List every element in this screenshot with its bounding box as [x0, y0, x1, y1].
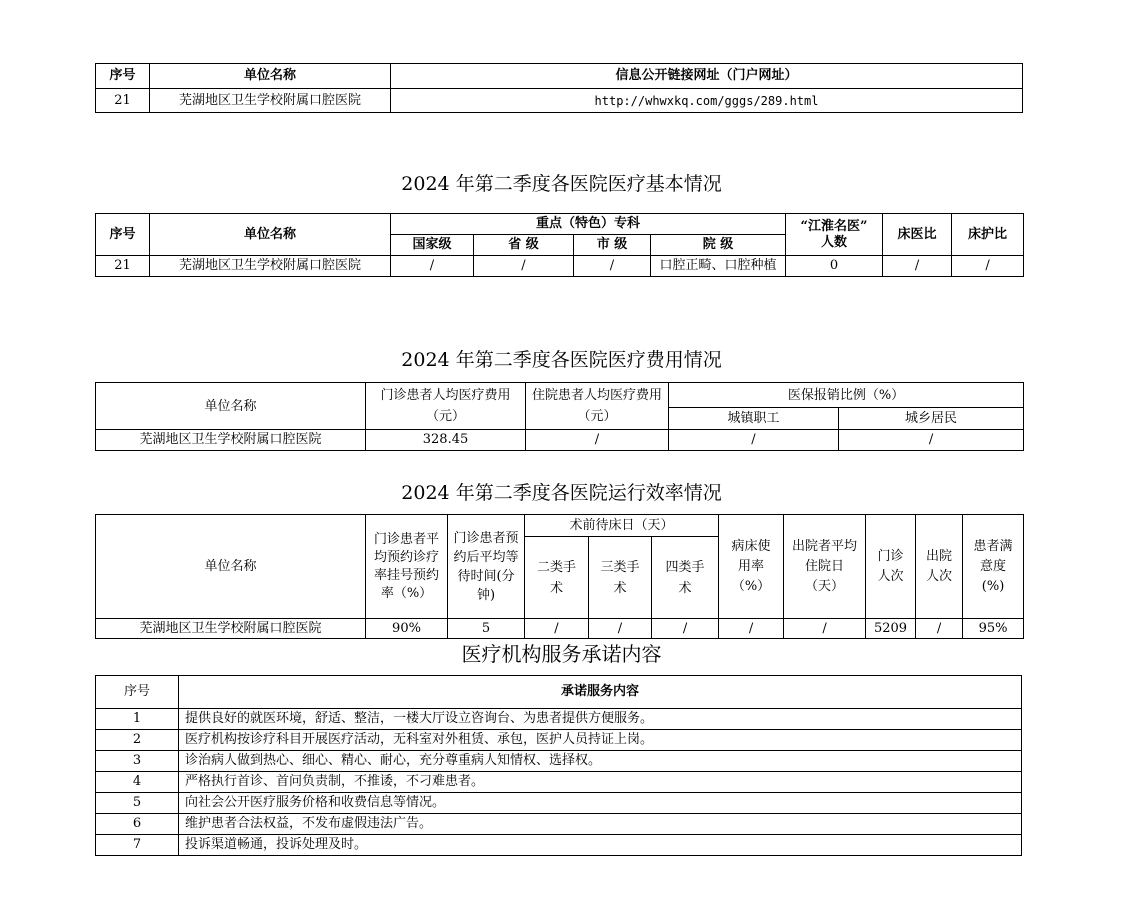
cell-hospital: 口腔正畸、口腔种植	[651, 256, 786, 277]
cell-name: 芜湖地区卫生学校附属口腔医院	[150, 89, 391, 113]
cell-name: 芜湖地区卫生学校附属口腔医院	[96, 430, 366, 451]
header-specialty: 重点（特色）专科	[391, 214, 786, 235]
basic-table	[95, 213, 1024, 277]
cell-class4: /	[652, 619, 719, 639]
cell-name: 芜湖地区卫生学校附属口腔医院	[150, 256, 391, 277]
header-city: 市 级	[574, 235, 651, 256]
cell-no: 3	[96, 751, 179, 772]
cell-text: 诊治病人做到热心、细心、精心、耐心，充分尊重病人知情权、选择权。	[179, 751, 1022, 772]
efficiency-table	[95, 514, 1024, 639]
cell-no: 4	[96, 772, 179, 793]
header-hospital: 院 级	[651, 235, 786, 256]
header-province: 省 级	[474, 235, 574, 256]
cell-outpatient: 328.45	[366, 430, 526, 451]
links-table-block	[95, 63, 1023, 113]
cost-table-block	[95, 382, 1024, 451]
cell-famous: 0	[786, 256, 883, 277]
cell-text: 提供良好的就医环境，舒适、整洁，一楼大厅设立咨询台、为患者提供方便服务。	[179, 709, 1022, 730]
cell-satisfaction: 95%	[963, 619, 1024, 639]
header-rural: 城乡居民	[839, 408, 1024, 430]
cell-wait-time: 5	[448, 619, 525, 639]
cell-province: /	[474, 256, 574, 277]
cell-no: 2	[96, 730, 179, 751]
cell-text: 维护患者合法权益，不发布虚假违法广告。	[179, 814, 1022, 835]
cell-appointment-rate: 90%	[366, 619, 448, 639]
cell-discharges: /	[916, 619, 963, 639]
header-name: 单位名称	[96, 383, 366, 430]
header-outpatient-cost: 门诊患者人均医疗费用（元）	[366, 383, 526, 430]
header-class2-surgery: 二类手术	[525, 537, 589, 619]
header-famous-doctors	[786, 214, 883, 256]
header-no: 序号	[96, 676, 179, 709]
header-urban: 城镇职工	[669, 408, 839, 430]
header-inpatient-cost: 住院患者人均医疗费用（元）	[526, 383, 669, 430]
header-no: 序号	[96, 214, 150, 256]
cell-bed-usage: /	[719, 619, 784, 639]
cell-national: /	[391, 256, 474, 277]
header-no: 序号	[96, 64, 150, 89]
header-bed-usage: 病床使用率（%）	[719, 515, 784, 619]
cell-avg-stay: /	[784, 619, 866, 639]
table-row	[96, 793, 1022, 814]
cell-bed-doctor: /	[883, 256, 952, 277]
basic-title: 2024 年第二季度各医院医疗基本情况	[401, 173, 722, 195]
table-row	[96, 772, 1022, 793]
cell-visits: 5209	[866, 619, 916, 639]
table-row	[96, 835, 1022, 856]
commit-table-block	[95, 675, 1022, 856]
header-name: 单位名称	[96, 515, 366, 619]
cell-text: 严格执行首诊、首问负责制，不推诿，不刁难患者。	[179, 772, 1022, 793]
table-row	[96, 814, 1022, 835]
header-name: 单位名称	[150, 64, 391, 89]
header-outpatient-visits: 门诊人次	[866, 515, 916, 619]
efficiency-table-block	[95, 514, 1024, 639]
header-discharges: 出院人次	[916, 515, 963, 619]
table-row	[96, 709, 1022, 730]
header-avg-stay: 出院者平均住院日（天）	[784, 515, 866, 619]
links-table	[95, 63, 1023, 113]
header-preop-bed-days: 术前待床日（天）	[525, 515, 719, 537]
header-wait-time: 门诊患者预约后平均等待时间(分钟)	[448, 515, 525, 619]
header-url: 信息公开链接网址（门户网址）	[391, 64, 1023, 89]
cost-title: 2024 年第二季度各医院医疗费用情况	[401, 349, 722, 371]
cell-bed-nurse: /	[952, 256, 1024, 277]
cell-no: 21	[96, 256, 150, 277]
cell-no: 5	[96, 793, 179, 814]
basic-table-block	[95, 213, 1024, 277]
cell-text: 投诉渠道畅通，投诉处理及时。	[179, 835, 1022, 856]
cell-no: 21	[96, 89, 150, 113]
cost-table	[95, 382, 1024, 451]
efficiency-title: 2024 年第二季度各医院运行效率情况	[401, 482, 722, 504]
header-name: 单位名称	[150, 214, 391, 256]
cell-name: 芜湖地区卫生学校附属口腔医院	[96, 619, 366, 639]
header-insurance: 医保报销比例（%）	[669, 383, 1024, 408]
header-famous-line1: “江淮名医”	[800, 218, 868, 234]
table-row	[96, 730, 1022, 751]
cell-text: 向社会公开医疗服务价格和收费信息等情况。	[179, 793, 1022, 814]
header-bed-doctor-ratio: 床医比	[883, 214, 952, 256]
header-content: 承诺服务内容	[179, 676, 1022, 709]
cell-no: 6	[96, 814, 179, 835]
cell-no: 7	[96, 835, 179, 856]
header-famous-line2: 人数	[821, 234, 848, 250]
cell-rural: /	[839, 430, 1024, 451]
header-bed-nurse-ratio: 床护比	[952, 214, 1024, 256]
header-class4-surgery: 四类手术	[652, 537, 719, 619]
cell-class2: /	[525, 619, 589, 639]
cell-city: /	[574, 256, 651, 277]
header-satisfaction: 患者满意度(%)	[963, 515, 1024, 619]
header-national: 国家级	[391, 235, 474, 256]
cell-url-link[interactable]: http://whwxkq.com/gggs/289.html	[391, 89, 1023, 113]
cell-class3: /	[589, 619, 652, 639]
commit-table	[95, 675, 1022, 856]
cell-text: 医疗机构按诊疗科目开展医疗活动，无科室对外租赁、承包，医护人员持证上岗。	[179, 730, 1022, 751]
commit-title: 医疗机构服务承诺内容	[461, 642, 662, 666]
cell-no: 1	[96, 709, 179, 730]
table-row	[96, 751, 1022, 772]
header-class3-surgery: 三类手术	[589, 537, 652, 619]
cell-urban: /	[669, 430, 839, 451]
cell-inpatient: /	[526, 430, 669, 451]
header-appointment-rate: 门诊患者平均预约诊疗率挂号预约率（%）	[366, 515, 448, 619]
